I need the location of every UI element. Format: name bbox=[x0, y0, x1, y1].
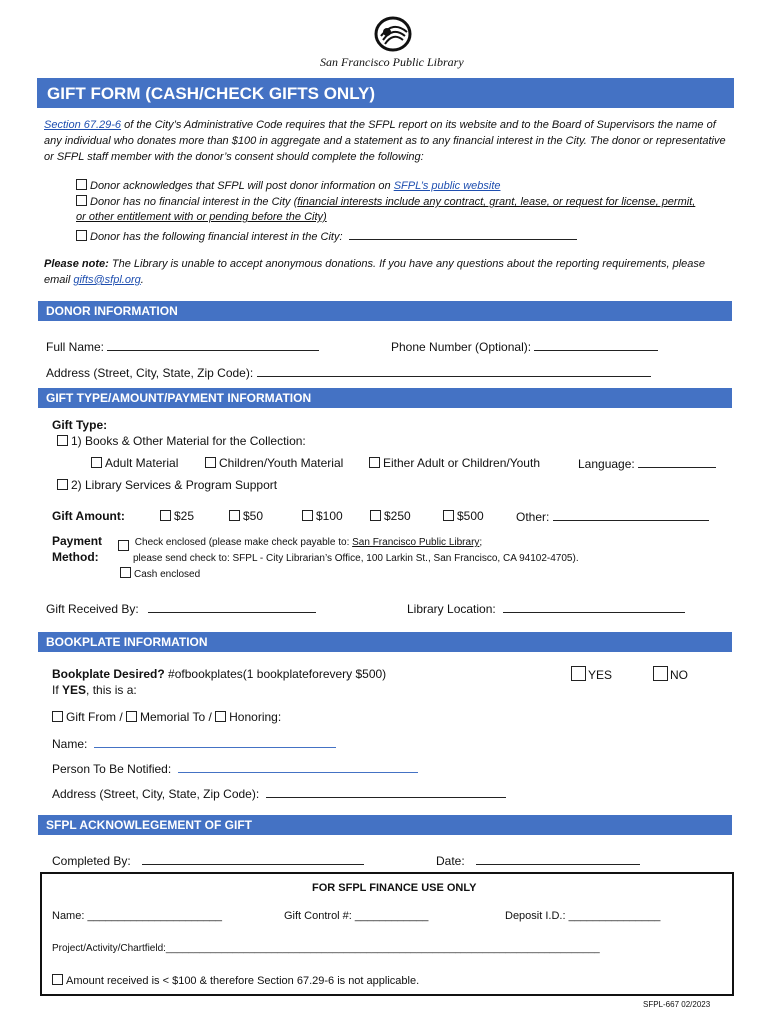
either-label: Either Adult or Children/Youth bbox=[383, 456, 540, 470]
other-amount-row bbox=[516, 509, 709, 524]
amount-50 bbox=[229, 509, 263, 523]
consent-item2-text: Donor has no financial interest in the City ( bbox=[90, 196, 298, 208]
consent-item-no-interest-cont: or other entitlement with or pending before the City) bbox=[76, 211, 327, 223]
amount-note: Amount received is < $100 & therefore Section 67.29-6 is not applicable. bbox=[66, 975, 420, 987]
consent-item2-underlined: financial interests include any contract, grant, lease, or request for license, permit, bbox=[297, 196, 696, 208]
check-end: ; bbox=[479, 537, 483, 548]
notify-row bbox=[52, 761, 418, 776]
completed-by-field[interactable] bbox=[142, 853, 364, 865]
amount-25-label: $25 bbox=[174, 509, 195, 523]
consent-item-acknowledge bbox=[76, 179, 501, 192]
gift-amount-label: Gift Amount: bbox=[52, 509, 125, 523]
amount-500-label: $500 bbox=[457, 509, 484, 523]
no-option bbox=[653, 666, 688, 682]
notify-label: Person To Be Notified: bbox=[52, 762, 172, 776]
amount-250 bbox=[370, 509, 411, 523]
note-text: The Library is unable to accept anonymous donations. If you have any questions about the reporting requirements, please email bbox=[44, 258, 706, 286]
phone-field[interactable] bbox=[534, 339, 658, 351]
amount-500 bbox=[443, 509, 484, 523]
yes-checkbox[interactable] bbox=[571, 666, 586, 681]
language-row bbox=[578, 456, 716, 471]
logo-text: San Francisco Public Library bbox=[320, 55, 464, 69]
gift-option-2 bbox=[57, 478, 277, 492]
acknowledge-checkbox[interactable] bbox=[76, 179, 87, 190]
if-yes-text bbox=[52, 683, 137, 697]
note-end: . bbox=[140, 274, 144, 286]
finance-heading: FOR SFPL FINANCE USE ONLY bbox=[312, 882, 477, 894]
other-amount-field[interactable] bbox=[553, 509, 709, 521]
gift-type-label: Gift Type: bbox=[52, 418, 108, 432]
honoring-checkbox[interactable] bbox=[215, 711, 226, 722]
check-enclosed-checkbox[interactable] bbox=[118, 540, 129, 551]
amount-25 bbox=[160, 509, 194, 523]
location-label: Library Location: bbox=[407, 602, 496, 616]
financial-interest-field[interactable] bbox=[349, 228, 577, 240]
donor-address-field[interactable] bbox=[257, 365, 651, 377]
amount-50-checkbox[interactable] bbox=[229, 510, 240, 521]
note-paragraph bbox=[44, 256, 724, 288]
consent-item-no-interest bbox=[76, 195, 695, 208]
shell-logo-icon bbox=[373, 14, 413, 54]
public-website-link[interactable]: SFPL’s public website bbox=[393, 180, 501, 192]
bookplate-desired-row bbox=[52, 667, 386, 681]
location-row bbox=[407, 601, 685, 616]
completed-by-row bbox=[52, 853, 364, 868]
memorial-label: Memorial To / bbox=[140, 710, 216, 724]
cash-option bbox=[120, 567, 200, 580]
note-label: Please note: bbox=[44, 258, 109, 270]
if-prefix: If bbox=[52, 683, 63, 697]
form-title: GIFT FORM (CASH/CHECK GIFTS ONLY) bbox=[37, 78, 734, 108]
amount-100-label: $100 bbox=[316, 509, 343, 523]
form-id: SFPL-667 02/2023 bbox=[643, 1000, 711, 1009]
children-checkbox[interactable] bbox=[205, 457, 216, 468]
yes-label: YES bbox=[588, 668, 613, 682]
check-option bbox=[118, 537, 482, 551]
memorial-checkbox[interactable] bbox=[126, 711, 137, 722]
amount-100-checkbox[interactable] bbox=[302, 510, 313, 521]
adult-label: Adult Material bbox=[105, 456, 179, 470]
bookplate-desired-note: #ofbookplates(1 bookplateforevery $500) bbox=[164, 667, 387, 681]
amount-25-checkbox[interactable] bbox=[160, 510, 171, 521]
amount-250-checkbox[interactable] bbox=[370, 510, 381, 521]
bookplate-name-row bbox=[52, 736, 336, 751]
intro-text: of the City’s Administrative Code requires that the SFPL report on its website and to the Board of Supervisors the name of any individual who donates more than $100 in aggregate and a statement as to any financial interest in the City. The donor or representative or SFPL staff member with the donor’s consent should complete the following: bbox=[44, 119, 726, 163]
adult-option bbox=[91, 456, 178, 470]
notify-field[interactable] bbox=[178, 761, 418, 773]
finance-name[interactable]: Name: ______________________ bbox=[52, 910, 223, 922]
consent-item1-text: Donor acknowledges that SFPL will post donor information on bbox=[90, 180, 394, 192]
check-payee: San Francisco Public Library bbox=[352, 537, 480, 548]
books-label: 1) Books & Other Material for the Collection: bbox=[71, 434, 306, 448]
gift-from-label: Gift From / bbox=[66, 710, 126, 724]
finance-box bbox=[40, 872, 734, 996]
bookplate-name-field[interactable] bbox=[94, 736, 336, 748]
bookplate-address-row bbox=[52, 786, 506, 801]
other-amount-label: Other: bbox=[516, 510, 550, 524]
check-send-text: please send check to: SFPL - City Librarian’s Office, 100 Larkin St., San Francisco, CA 94102-4705). bbox=[133, 553, 579, 564]
cash-checkbox[interactable] bbox=[120, 567, 131, 578]
phone-row bbox=[391, 339, 658, 354]
bookplate-name-label: Name: bbox=[52, 737, 88, 751]
phone-label: Phone Number (Optional): bbox=[391, 340, 532, 354]
adult-checkbox[interactable] bbox=[91, 457, 102, 468]
finance-gift-control[interactable]: Gift Control #: ____________ bbox=[284, 910, 429, 922]
full-name-row bbox=[46, 339, 319, 354]
ack-date-field[interactable] bbox=[476, 853, 640, 865]
bookplate-desired-label: Bookplate Desired? bbox=[52, 667, 165, 681]
bookplate-section-heading: BOOKPLATE INFORMATION bbox=[38, 632, 732, 652]
amount-100 bbox=[302, 509, 343, 523]
honoring-label: Honoring: bbox=[229, 710, 282, 724]
intro-paragraph bbox=[44, 117, 728, 165]
books-checkbox[interactable] bbox=[57, 435, 68, 446]
if-suffix: , this is a: bbox=[86, 683, 137, 697]
full-name-field[interactable] bbox=[107, 339, 319, 351]
services-checkbox[interactable] bbox=[57, 479, 68, 490]
no-label: NO bbox=[670, 668, 688, 682]
language-label: Language: bbox=[578, 457, 635, 471]
bookplate-address-label: Address (Street, City, State, Zip Code): bbox=[52, 787, 260, 801]
amount-50-label: $50 bbox=[243, 509, 264, 523]
check-text: Check enclosed (please make check payable to: bbox=[134, 537, 353, 548]
cash-label: Cash enclosed bbox=[134, 569, 201, 580]
children-option bbox=[205, 456, 343, 470]
gift-section-heading: GIFT TYPE/AMOUNT/PAYMENT INFORMATION bbox=[38, 388, 732, 408]
consent-item3-text: Donor has the following financial interest in the City: bbox=[90, 231, 343, 243]
full-name-label: Full Name: bbox=[46, 340, 105, 354]
payment-label-1: Payment bbox=[52, 534, 103, 548]
received-by-field[interactable] bbox=[148, 601, 316, 613]
ack-section-heading: SFPL ACKNOWLEGEMENT OF GIFT bbox=[38, 815, 732, 835]
amount-under-100-checkbox[interactable] bbox=[52, 974, 63, 985]
services-label: 2) Library Services & Program Support bbox=[71, 478, 278, 492]
finance-project[interactable]: Project/Activity/Chartfield:______________________________________________________________________________ bbox=[52, 943, 600, 954]
ack-date-label: Date: bbox=[436, 854, 465, 868]
amount-250-label: $250 bbox=[384, 509, 411, 523]
yes-option bbox=[571, 666, 612, 682]
finance-deposit[interactable]: Deposit I.D.: _______________ bbox=[505, 910, 661, 922]
no-checkbox[interactable] bbox=[653, 666, 668, 681]
email-link[interactable]: gifts@sfpl.org bbox=[73, 274, 141, 286]
donor-address-row bbox=[46, 365, 651, 380]
bookplate-address-field[interactable] bbox=[266, 786, 506, 798]
payment-label-2: Method: bbox=[52, 550, 99, 564]
amount-500-checkbox[interactable] bbox=[443, 510, 454, 521]
dedication-row bbox=[52, 710, 281, 724]
received-by-label: Gift Received By: bbox=[46, 602, 139, 616]
section-link[interactable]: Section 67.29-6 bbox=[44, 119, 122, 131]
location-field[interactable] bbox=[503, 601, 685, 613]
donor-section-heading: DONOR INFORMATION bbox=[38, 301, 732, 321]
donor-address-label: Address (Street, City, State, Zip Code): bbox=[46, 366, 254, 380]
gift-from-checkbox[interactable] bbox=[52, 711, 63, 722]
no-interest-checkbox[interactable] bbox=[76, 195, 87, 206]
language-field[interactable] bbox=[638, 456, 716, 468]
ack-date-row bbox=[436, 853, 640, 868]
has-interest-checkbox[interactable] bbox=[76, 230, 87, 241]
either-checkbox[interactable] bbox=[369, 457, 380, 468]
received-by-row bbox=[46, 601, 316, 616]
finance-amount-row bbox=[52, 974, 419, 987]
consent-item-has-interest bbox=[76, 228, 577, 243]
gift-option-1 bbox=[57, 434, 306, 448]
either-option bbox=[369, 456, 540, 470]
children-label: Children/Youth Material bbox=[219, 456, 344, 470]
if-bold: YES bbox=[62, 683, 87, 697]
library-logo bbox=[318, 14, 478, 70]
completed-by-label: Completed By: bbox=[52, 854, 131, 868]
